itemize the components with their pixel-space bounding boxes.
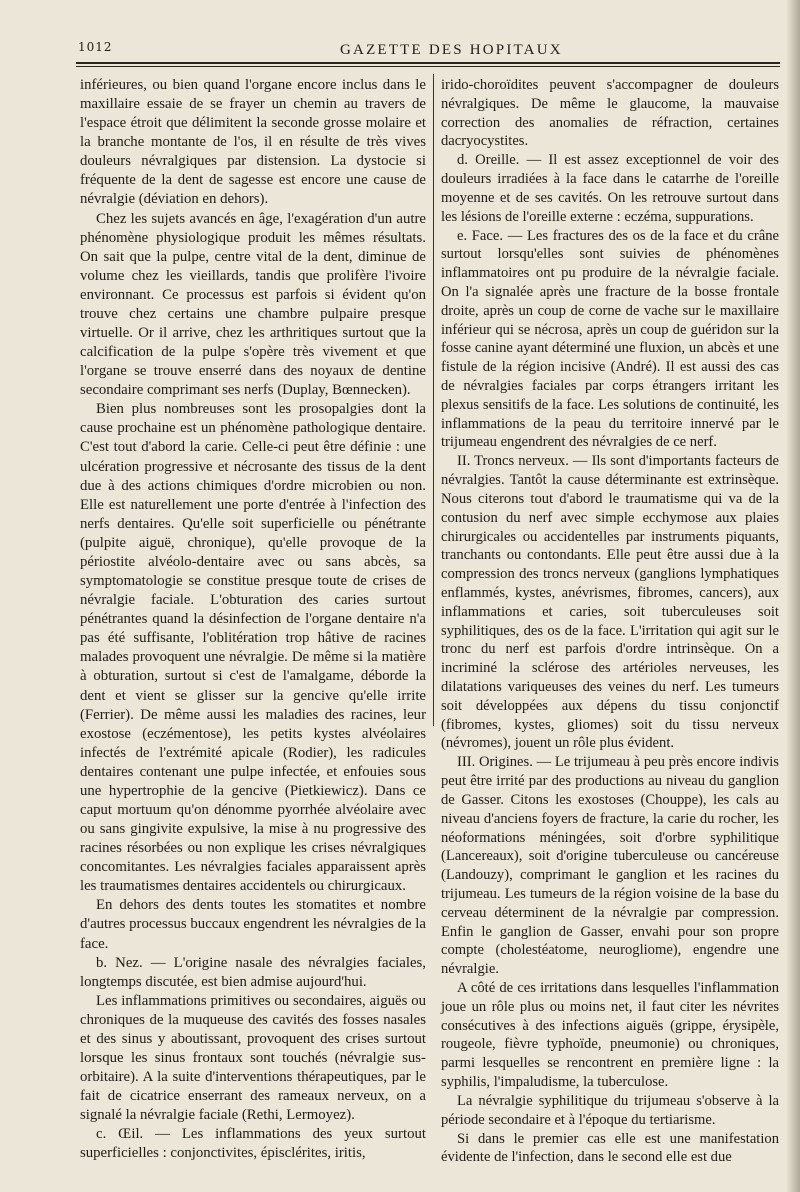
paragraph: Les inflammations primitives ou secondaires, aiguës ou chroniques de la muqueuse des cavités des fosses nasales et des sinus y aboutissant, provoquent des crises surtout lorsque les sinus frontaux sont touchés (névralgie sus-orbitaire). A la suite d'interventions thérapeutiques, par le fait de cicatrice enserrant des rameaux nerveux, on a signalé la névralgie faciale (Rethi, Lermoyez). (80, 992, 426, 1124)
left-column (80, 76, 426, 1163)
page-number: 1012 (78, 40, 113, 54)
page-header (78, 40, 778, 62)
paragraph: Chez les sujets avancés en âge, l'exagération d'un autre phénomène physiologique produit les mêmes résultats. On sait que la pulpe, centre vital de la dent, diminue de volume chez les vieillards, tandis que prolifère l'ivoire environnant. Ce processus est parfois si évident qu'on trouve chez certains une chambre pulpaire presque virtuelle. Or il arrive, chez les arthritiques surtout que la calcification de la pulpe s'opère très vivement et que l'organe se trouve enserré dans des noyaux de dentine secondaire comprimant ses nerfs (Duplay, Bœnnecken). (80, 210, 426, 399)
paragraph: III. Origines. — Le trijumeau à peu près encore indivis peut être irrité par des productions au niveau du ganglion de Gasser. Citons les exostoses (Chouppe), les cals au niveau d'anciens foyers de fracture, la carie du rocher, les néoformations méningées, soit d'orbre syphilitique (Lancereaux), soit d'origine tuberculeuse ou cancéreuse (Landouzy), comprimant le ganglion et les racines du trijumeau. Les tumeurs de la région voisine de la base du cerveau déterminent de la névralgie par compression. Enfin le ganglion de Gasser, envahi pour son propre compte (cholestéatome, neurogliome), engendre une névralgie. (441, 754, 779, 978)
paragraph: b. Nez. — L'origine nasale des névralgies faciales, longtemps discutée, est bien admise aujourd'hui. (80, 954, 426, 990)
column-divider (433, 74, 434, 726)
journal-title: GAZETTE DES HOPITAUX (340, 42, 563, 58)
paragraph: e. Face. — Les fractures des os de la face et du crâne surtout lorsqu'elles sont suivies de phénomènes inflammatoires ont pu produire de la névralgie faciale. On l'a signalée après une fracture de la bosse frontale droite, après un coup de corne de vache sur le maxillaire inférieur qui se nécrosa, après un coup de guéridon sur la fosse canine ayant déterminé une fluxion, un abcès et une fistule de la région incisive (André). Il est aussi des cas de névralgies faciales par corps étrangers irritant les plexus sensitifs de la face. Les solutions de continuité, les inflammations de la peau du territoire innervé par le trijumeau engendrent des névralgies de ce nerf. (441, 227, 779, 451)
paragraph: c. Œil. — Les inflammations des yeux surtout superficielles : conjonctivites, épisclérites, iritis, (80, 1126, 426, 1162)
right-column (441, 76, 779, 1167)
paragraph: irido-choroïdites peuvent s'accompagner de douleurs névralgiques. De même le glaucome, la mauvaise correction des anomalies de réfraction, certaines dacryocystites. (441, 77, 779, 150)
paragraph: inférieures, ou bien quand l'organe encore inclus dans le maxillaire essaie de se frayer un chemin au travers de l'espace étroit que délimitent la seconde grosse molaire et la branche montante de l'os, il en résulte de très vives douleurs névralgiques par distension. La dystocie si fréquente de la dent de sagesse est encore une cause de névralgie (déviation en dehors). (80, 77, 426, 208)
header-rule-thick (76, 62, 780, 64)
paragraph: II. Troncs nerveux. — Ils sont d'importants facteurs de névralgies. Tantôt la cause déterminante est extrinsèque. Nous citerons tout d'abord le traumatisme qui va de la contusion du nerf avec simple ecchymose aux plaies chirurgicales ou accidentelles par instruments piquants, tranchants ou contondants. Elle peut être aussi due à la compression des troncs nerveux (ganglions lymphatiques enflammés, kystes, anévrismes, fibromes, cancers), aux inflammations et caries, soit tuberculeuses soit syphilitiques, des os de la face. L'irritation qui agit sur le tronc du nerf est parfois d'ordre intrinsèque. On a incriminé la sclérose des artérioles nerveuses, les dilatations variqueuses des veines du nerf. Les tumeurs soit développées aux dépens du tissu conjonctif (fibromes, kystes, gliomes) soit du tissu nerveux (névromes), jouent un rôle plus évident. (441, 453, 779, 752)
paragraph: Bien plus nombreuses sont les prosopalgies dont la cause prochaine est un phénomène pathologique dentaire. C'est tout d'abord la carie. Celle-ci peut être définie : une ulcération progressive et nécrosante des tissus de la dent due à des actions chimiques d'ordre microbien ou non. Elle est naturellement une porte d'entrée à l'infection des nerfs dentaires. Qu'elle soit superficielle ou pénétrante (pulpite aiguë, chronique), qu'elle provoque de la périostite alvéolo-dentaire avec ou sans abcès, sa symptomatologie se constitue presque toute de crises de névralgie faciale. L'obturation des caries surtout pénétrantes quand la désinfection de l'organe dentaire n'a pas été suffisante, l'oblitération trop hâtive de racines malades provoquent une névralgie. De même si la matière à obturation, surtout si c'est de l'amalgame, déborde la dent et vient se glisser sur la gencive qu'elle irrite (Ferrier). De même aussi les maladies des racines, leur exostose (eczémentose), les petits kystes alvéolaires infectés de l'extrémité apicale (Rodier), les radicules dentaires contenant une pulpe infectée, et enfouies sous une hypertrophie de la gencive (Pietkiewicz). Dans ce caput mortuum qu'on dénomme pyorrhée alvéolaire avec ou sans gingivite expulsive, la mise à nu progressive des racines résorbées ou non explique les crises névralgiques concomitantes. Les névralgies faciales apparaissent après les traumatismes dentaires accidentels ou chirurgicaux. (80, 401, 426, 895)
paragraph: En dehors des dents toutes les stomatites et nombre d'autres processus buccaux engendrent les névralgies de la face. (80, 897, 426, 952)
paragraph: Si dans le premier cas elle est une manifestation évidente de l'infection, dans le second elle est due (441, 1130, 779, 1166)
paragraph: La névralgie syphilitique du trijumeau s'observe à la période secondaire et à l'époque du tertiarisme. (441, 1092, 779, 1128)
paragraph: A côté de ces irritations dans lesquelles l'inflammation joue un rôle plus ou moins net, il faut citer les névrites consécutives à des infections aiguës (grippe, érysipèle, rougeole, fièvre typhoïde, pneumonie) ou chroniques, parmi lesquelles se rencontrent en première ligne : la syphilis, l'impaludisme, la tuberculose. (441, 980, 779, 1091)
page-edge-shadow (786, 0, 800, 1192)
paragraph: d. Oreille. — Il est assez exceptionnel de voir des douleurs irradiées à la face dans le catarrhe de l'oreille moyenne et de ses cavités. On les retrouve surtout dans les lésions de l'oreille externe : eczéma, suppurations. (441, 152, 779, 225)
header-rule-thin (76, 66, 780, 67)
